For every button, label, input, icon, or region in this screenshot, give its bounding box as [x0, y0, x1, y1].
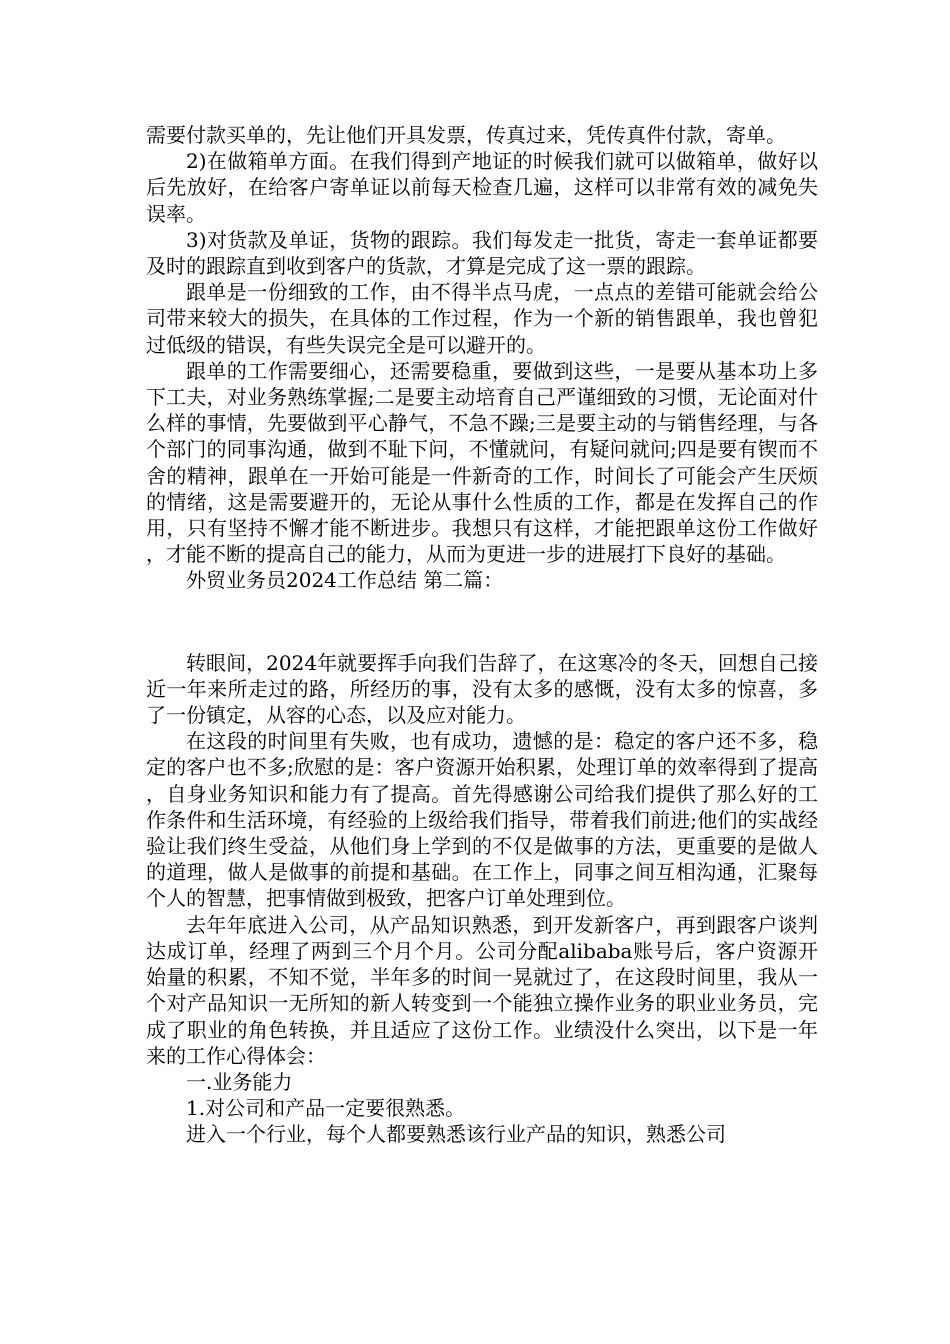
paragraph-payment-tracking: 3)对货款及单证，货物的跟踪。我们每发走一批货，寄走一套单证都要及时的跟踪直到收到客户的货款，才算是完成了这一票的跟踪。 — [146, 227, 818, 279]
section-spacer — [146, 594, 818, 650]
document-page — [146, 122, 818, 1148]
section-heading-second-part: 外贸业务员2024工作总结 第二篇： — [186, 568, 504, 593]
paragraph-packing-list: 2)在做箱单方面。在我们得到产地证的时候我们就可以做箱单，做好以后先放好，在给客户寄单证以前每天检查几遍，这样可以非常有效的减免失误率。 — [146, 149, 818, 226]
heading-business-ability: 一.业务能力 — [186, 1069, 293, 1094]
paragraph-success-failure: 在这段的时间里有失败，也有成功，遗憾的是：稳定的客户还不多，稳定的客户也不多;欣慰的是：客户资源开始积累，处理订单的效率得到了提高，自身业务知识和能力有了提高。首先得感谢公司给我们提供了那么好的工作条件和生活环境，有经验的上级给我们指导，带着我们前进;他们的实战经验让我们终生受益，从他们身上学到的不仅是做事的方法，更重要的是做人的道理，做人是做事的前提和基础。在工作上，同事之间互相沟通，汇聚每个人的智慧，把事情做到极致，把客户订单处理到位。 — [146, 729, 818, 911]
paragraph-year-review: 转眼间，2024年就要挥手向我们告辞了，在这寒冷的冬天，回想自己接近一年来所走过的路，所经历的事，没有太多的感慨，没有太多的惊喜，多了一份镇定，从容的心态，以及应对能力。 — [146, 650, 818, 728]
paragraph-work-attitude: 跟单的工作需要细心，还需要稳重，要做到这些，一是要从基本功上多下工夫，对业务熟练掌握;二是要主动培育自己严谨细致的习惯，无论面对什么样的事情，先要做到平心静气，不急不躁;三是要主动的与销售经理，与各个部门的同事沟通，做到不耻下问，不懂就问，有疑问就问;四是要有锲而不舍的精神，跟单在一开始可能是一件新奇的工作，时间长了可能会产生厌烦的情绪，这是需要避开的，无论从事什么性质的工作，都是在发挥自己的作用，只有坚持不懈才能不断进步。我想只有这样，才能把跟单这份工作做好，才能不断的提高自己的能力，从而为更进一步的进展打下良好的基础。 — [146, 358, 818, 567]
paragraph-careful-work: 跟单是一份细致的工作，由不得半点马虎，一点点的差错可能就会给公司带来较大的损失，在具体的工作过程，作为一个新的销售跟单，我也曾犯过低级的错误，有些失误完全是可以避开的。 — [146, 280, 818, 357]
paragraph-payment-continuation: 需要付款买单的，先让他们开具发票，传真过来，凭传真件付款，寄单。 — [146, 123, 786, 147]
paragraph-industry-knowledge: 进入一个行业，每个人都要熟悉该行业产品的知识，熟悉公司 — [186, 1122, 726, 1147]
paragraph-joining-company: 去年年底进入公司，从产品知识熟悉，到开发新客户，再到跟客户谈判达成订单，经理了两到三个月个月。公司分配alibaba账号后，客户资源开始量的积累，不知不觉，半年多的时间一晃就过了，在这段时间里，我从一个对产品知识一无所知的新人转变到一个能独立操作业务的职业业务员，完成了职业的角色转换，并且适应了这份工作。业绩没什么突出，以下是一年来的工作心得体会： — [146, 912, 818, 1068]
heading-know-products: 1.对公司和产品一定要很熟悉。 — [186, 1096, 466, 1121]
